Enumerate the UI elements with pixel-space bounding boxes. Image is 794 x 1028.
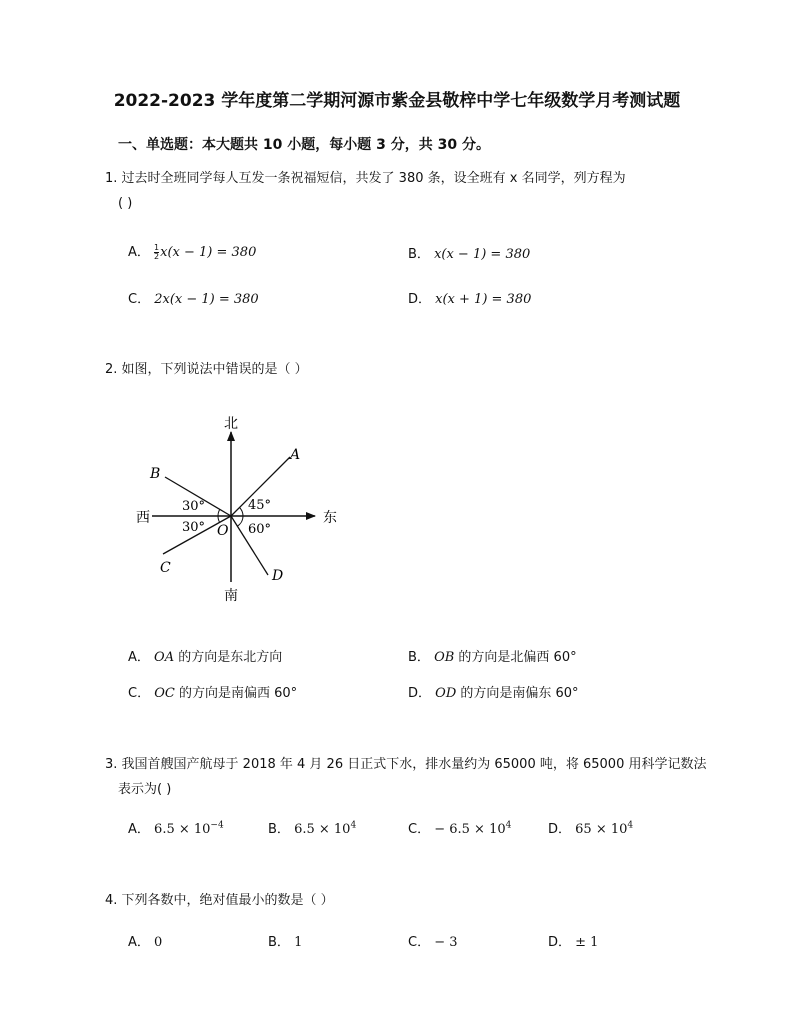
section-heading: 一、单选题：本大题共 10 小题，每小题 3 分，共 30 分。 bbox=[118, 137, 490, 153]
label-c: C bbox=[160, 560, 171, 576]
option-label: B． bbox=[268, 822, 290, 837]
segment-name: OA bbox=[154, 650, 175, 665]
page-title: 2022-2023 学年度第二学期河源市紫金县敬梓中学七年级数学月考测试题 bbox=[113, 91, 681, 111]
angle-arc-a bbox=[240, 508, 244, 517]
option-value: 0 bbox=[154, 935, 163, 950]
q3-option-c[interactable] bbox=[408, 818, 511, 837]
q1-option-b[interactable] bbox=[408, 243, 530, 262]
option-expression: x(x − 1) = 380 bbox=[160, 245, 257, 260]
label-d: D bbox=[272, 568, 284, 584]
angle-label-b: 30° bbox=[182, 499, 206, 514]
option-label: D． bbox=[548, 822, 572, 837]
option-value: − 3 bbox=[434, 935, 458, 950]
label-b: B bbox=[150, 466, 161, 482]
option-label: C． bbox=[128, 686, 151, 701]
label-south: 南 bbox=[224, 588, 238, 604]
angle-arc-c bbox=[218, 516, 220, 523]
option-label: B． bbox=[408, 650, 430, 665]
segment-name: OB bbox=[434, 650, 455, 665]
option-label: C． bbox=[128, 292, 151, 307]
angle-label-c: 30° bbox=[182, 520, 206, 535]
question-3-stem: 3. 我国首艘国产航母于 2018 年 4 月 26 日正式下水，排水量约为 65000 吨，将 65000 用科学记数法 bbox=[105, 757, 707, 772]
option-label: A． bbox=[128, 245, 150, 260]
option-label: C． bbox=[408, 935, 431, 950]
option-text: 的方向是南偏西 60° bbox=[174, 686, 298, 701]
option-expression: $6.5 \times 10^{-4}$ bbox=[154, 820, 224, 837]
q1-option-c[interactable] bbox=[128, 288, 259, 307]
q3-option-b[interactable] bbox=[268, 818, 356, 837]
q2-option-c[interactable] bbox=[128, 682, 297, 701]
q3-option-d[interactable] bbox=[548, 818, 633, 837]
option-value: 1 bbox=[294, 935, 303, 950]
option-text: 的方向是北偏西 60° bbox=[454, 650, 577, 665]
question-3-bracket: 表示为( ) bbox=[118, 782, 172, 797]
q4-option-c[interactable] bbox=[408, 931, 458, 950]
label-north: 北 bbox=[224, 416, 238, 432]
q4-option-d[interactable] bbox=[548, 931, 598, 950]
option-expression: $65 \times 10^4$ bbox=[575, 820, 634, 837]
option-text: 的方向是东北方向 bbox=[174, 650, 283, 665]
option-value: ± 1 bbox=[575, 935, 599, 950]
segment-name: OD bbox=[435, 686, 457, 701]
label-o: O bbox=[217, 523, 229, 539]
q2-option-d[interactable] bbox=[408, 682, 579, 701]
option-label: D． bbox=[408, 686, 432, 701]
fraction: $\frac{1}{2}$ bbox=[154, 243, 160, 261]
label-a: A bbox=[290, 447, 301, 463]
angle-arc-b bbox=[218, 510, 220, 517]
option-label: D． bbox=[548, 935, 572, 950]
segment-name: OC bbox=[154, 686, 175, 701]
q2-option-a[interactable] bbox=[128, 646, 282, 665]
option-label: B． bbox=[408, 247, 430, 262]
q4-option-a[interactable] bbox=[128, 931, 162, 950]
question-4-stem: 4. 下列各数中，绝对值最小的数是（ ） bbox=[105, 893, 334, 908]
option-label: C． bbox=[408, 822, 431, 837]
option-label: A． bbox=[128, 650, 150, 665]
q3-option-a[interactable] bbox=[128, 818, 224, 837]
label-east: 东 bbox=[323, 510, 337, 526]
angle-arc-d bbox=[237, 516, 243, 526]
label-west: 西 bbox=[136, 510, 150, 526]
option-label: D． bbox=[408, 292, 432, 307]
option-label: B． bbox=[268, 935, 290, 950]
q4-option-b[interactable] bbox=[268, 931, 302, 950]
q2-option-b[interactable] bbox=[408, 646, 577, 665]
angle-label-a: 45° bbox=[248, 498, 272, 513]
option-label: A． bbox=[128, 822, 150, 837]
option-expression: 2x(x − 1) = 380 bbox=[154, 292, 259, 307]
q1-option-d[interactable] bbox=[408, 288, 531, 307]
question-2-stem: 2. 如图，下列说法中错误的是（ ） bbox=[105, 362, 308, 377]
question-1-stem: 1. 过去时全班同学每人互发一条祝福短信，共发了 380 条，设全班有 x 名同学，列方程为 bbox=[105, 171, 626, 186]
option-text: 的方向是南偏东 60° bbox=[456, 686, 579, 701]
question-1-bracket: ( ) bbox=[118, 196, 133, 211]
option-expression: x(x − 1) = 380 bbox=[434, 247, 531, 262]
option-expression: x(x + 1) = 380 bbox=[435, 292, 532, 307]
option-label: A． bbox=[128, 935, 150, 950]
compass-figure bbox=[130, 410, 350, 610]
q1-option-a[interactable] bbox=[128, 241, 256, 261]
angle-label-d: 60° bbox=[248, 522, 272, 537]
option-expression: − $6.5 \times 10^4$ bbox=[434, 820, 512, 837]
option-expression: $6.5 \times 10^4$ bbox=[294, 820, 357, 837]
